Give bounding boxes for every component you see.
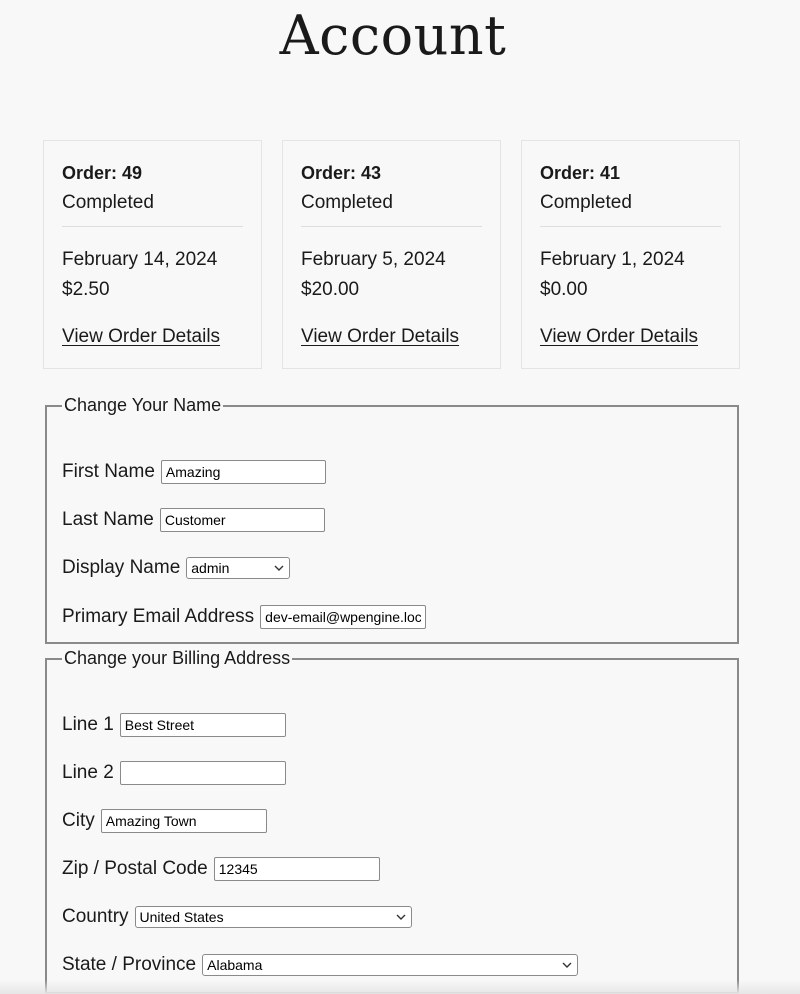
- order-divider: [301, 226, 482, 227]
- order-status: Completed: [301, 192, 393, 213]
- email-input[interactable]: [260, 605, 426, 629]
- email-row: [62, 605, 426, 629]
- view-order-details-link[interactable]: View Order Details: [540, 326, 699, 347]
- order-card: [43, 140, 262, 369]
- city-row: [62, 809, 267, 833]
- display-name-value: admin: [191, 560, 230, 576]
- zip-input[interactable]: [214, 857, 380, 881]
- line1-label: Line 1: [62, 714, 114, 735]
- first-name-input[interactable]: [161, 460, 326, 484]
- line2-label: Line 2: [62, 762, 114, 783]
- chevron-down-icon: [273, 562, 285, 574]
- billing-address-fieldset: [45, 648, 739, 994]
- order-number: Order: 43: [301, 163, 382, 183]
- page-title: Account: [279, 4, 507, 67]
- order-divider: [62, 226, 243, 227]
- change-name-legend: Change Your Name: [64, 395, 222, 415]
- line1-input[interactable]: [120, 713, 286, 737]
- zip-label: Zip / Postal Code: [62, 858, 208, 879]
- order-divider: [540, 226, 721, 227]
- bottom-fade: [0, 980, 800, 994]
- display-name-label: Display Name: [62, 557, 181, 578]
- order-date: February 1, 2024: [540, 249, 685, 270]
- display-name-row: [62, 557, 290, 579]
- display-name-select[interactable]: [186, 557, 290, 579]
- country-label: Country: [62, 906, 129, 927]
- last-name-label: Last Name: [62, 509, 154, 530]
- state-value: Alabama: [207, 957, 263, 973]
- order-status: Completed: [540, 192, 632, 213]
- city-label: City: [62, 810, 95, 831]
- order-number: Order: 41: [540, 163, 621, 183]
- state-label: State / Province: [62, 954, 197, 975]
- change-name-fieldset: [45, 395, 739, 644]
- country-select[interactable]: [135, 906, 412, 928]
- last-name-input[interactable]: [160, 508, 325, 532]
- billing-address-legend: Change your Billing Address: [64, 648, 291, 668]
- zip-row: [62, 857, 380, 881]
- last-name-row: [62, 508, 325, 532]
- order-card: [282, 140, 501, 369]
- order-total: $2.50: [62, 279, 110, 300]
- country-value: United States: [139, 909, 224, 925]
- order-card: [521, 140, 740, 369]
- state-select[interactable]: [202, 954, 578, 976]
- line2-row: [62, 761, 286, 785]
- first-name-label: First Name: [62, 461, 155, 482]
- order-status: Completed: [62, 192, 154, 213]
- line2-input[interactable]: [120, 761, 286, 785]
- state-row: [62, 954, 578, 976]
- view-order-details-link[interactable]: View Order Details: [301, 326, 460, 347]
- chevron-down-icon: [395, 911, 407, 923]
- first-name-row: [62, 460, 326, 484]
- order-total: $0.00: [540, 279, 588, 300]
- city-input[interactable]: [101, 809, 267, 833]
- order-number: Order: 49: [62, 163, 143, 183]
- order-date: February 5, 2024: [301, 249, 446, 270]
- order-total: $20.00: [301, 279, 360, 300]
- chevron-down-icon: [561, 959, 573, 971]
- line1-row: [62, 713, 286, 737]
- email-label: Primary Email Address: [62, 606, 255, 627]
- order-date: February 14, 2024: [62, 249, 218, 270]
- country-row: [62, 906, 412, 928]
- view-order-details-link[interactable]: View Order Details: [62, 326, 221, 347]
